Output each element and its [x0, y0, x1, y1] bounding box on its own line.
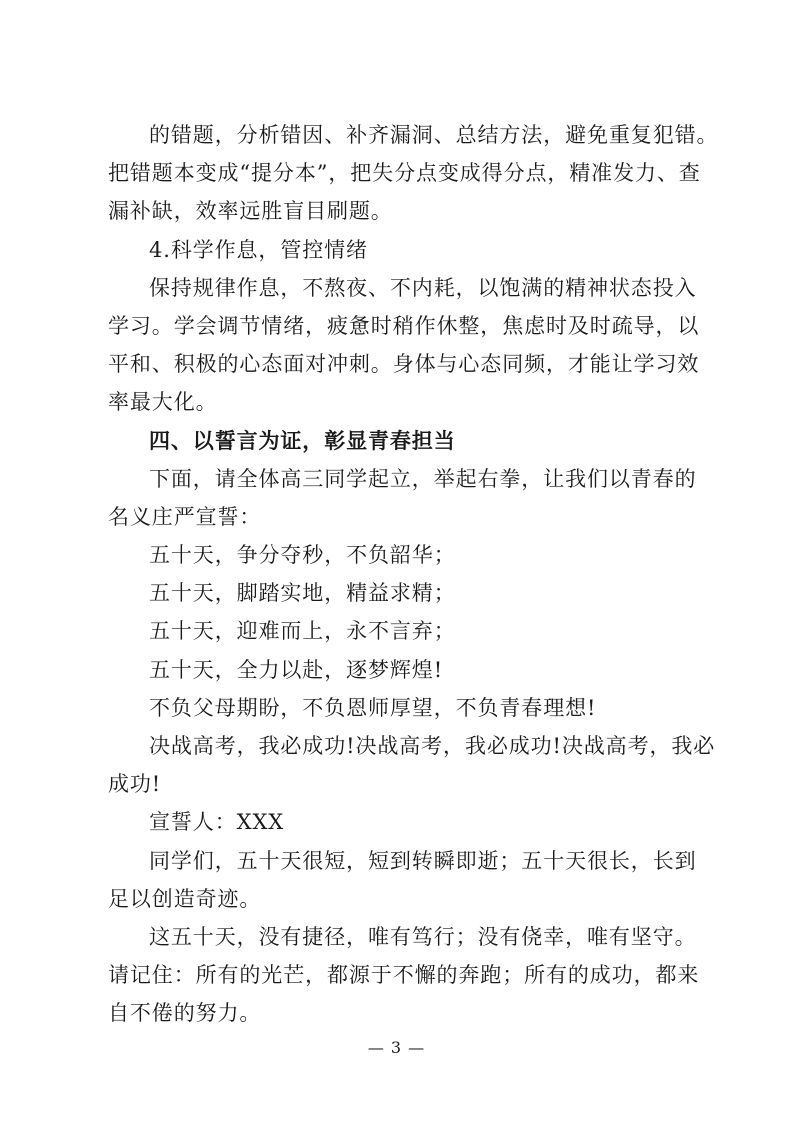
- paragraph-line: 同学们，五十天很短，短到转瞬即逝；五十天很长，长到: [149, 848, 697, 873]
- oath-line: 五十天，全力以赴，逐梦辉煌!: [149, 657, 444, 682]
- paragraph-line: 这五十天，没有捷径，唯有笃行；没有侥幸，唯有坚守。: [149, 924, 697, 949]
- paragraph-line: 把错题本变成“提分本”，把失分点变成得分点，精准发力、查: [108, 161, 701, 186]
- oath-line: 成功!: [108, 772, 162, 797]
- oath-line: 不负父母期盼，不负恩师厚望，不负青春理想!: [149, 695, 597, 720]
- paragraph-line: 足以创造奇迹。: [108, 886, 262, 911]
- oath-line: 决战高考，我必成功!决战高考，我必成功!决战高考，我必: [149, 734, 716, 758]
- paragraph-line: 学习。学会调节情绪，疲惫时稍作休整，焦虑时及时疏导，以: [108, 313, 700, 338]
- page-number: — 3 —: [367, 1038, 426, 1057]
- paragraph-line: 名义庄严宣誓：: [108, 504, 262, 529]
- document-body: [108, 116, 719, 1033]
- paragraph-line: 率最大化。: [108, 390, 218, 415]
- oath-line: 五十天，争分夺秒，不负韶华；: [149, 543, 456, 568]
- paragraph-line: 保持规律作息，不熬夜、不内耗，以饱满的精神状态投入: [149, 275, 697, 300]
- paragraph-line: 平和、积极的心态面对冲刺。身体与心态同频，才能让学习效: [108, 352, 700, 377]
- oath-line: 五十天，脚踏实地，精益求精；: [149, 581, 456, 606]
- oath-line: 五十天，迎难而上，永不言弃；: [149, 619, 456, 644]
- paragraph-line: 的错题，分析错因、补齐漏洞、总结方法，避免重复犯错。: [149, 123, 719, 147]
- section-heading: 四、以誓言为证，彰显青春担当: [149, 428, 456, 453]
- subheading: 4.科学作息，管控情绪: [149, 237, 368, 262]
- paragraph-line: 自不倦的努力。: [108, 1001, 262, 1026]
- paragraph-line: 漏补缺，效率远胜盲目刷题。: [108, 199, 393, 224]
- paragraph-line: 请记住：所有的光芒，都源于不懈的奔跑；所有的成功，都来: [108, 963, 700, 988]
- oath-signatory: 宣誓人：XXX: [149, 810, 285, 835]
- paragraph-line: 下面，请全体高三同学起立，举起右拳，让我们以青春的: [149, 466, 697, 491]
